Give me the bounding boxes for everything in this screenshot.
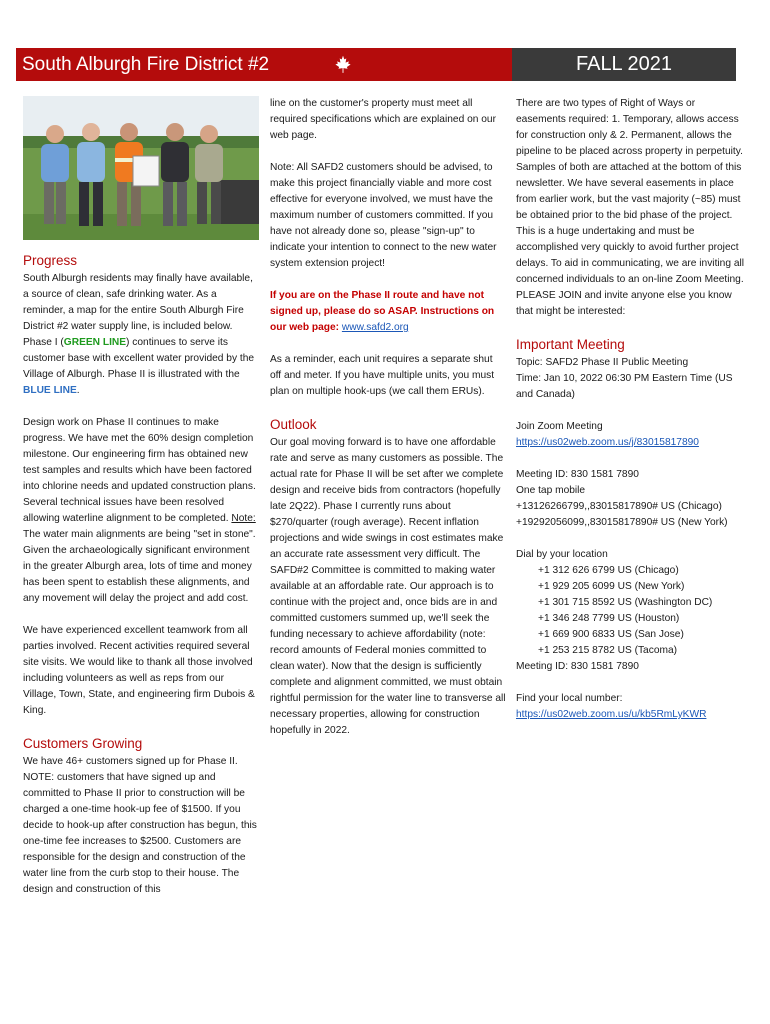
newsletter-title: South Alburgh Fire District #2 bbox=[22, 54, 270, 75]
tap-number-1: +13126266799,,83015817890# US (Chicago) bbox=[516, 501, 722, 512]
blue-line-label: BLUE LINE bbox=[23, 385, 77, 396]
zoom-join-link[interactable]: https://us02web.zoom.us/j/83015817890 bbox=[516, 437, 699, 448]
progress-paragraph-1: South Alburgh residents may finally have available, a source of clean, safe drinking water. As a reminder, a map for the entire South Alburgh Fire District #2 water supply line, is included below. Phase I (GREEN LINE) continues to serve its customer base with excellent water provided by the Village of Alburgh. Phase II is illustrated with the BLUE LINE. bbox=[23, 273, 255, 396]
dial-number: +1 929 205 6099 US (New York) bbox=[538, 581, 685, 592]
dial-number: +1 346 248 7799 US (Houston) bbox=[538, 613, 680, 624]
local-number-label: Find your local number: bbox=[516, 693, 623, 704]
dial-number: +1 253 215 8782 US (Tacoma) bbox=[538, 645, 678, 656]
customers-paragraph: We have 46+ customers signed up for Phase II. NOTE: customers that have signed up and committed to Phase II prior to construction will be charged a one-time hook-up fee of $1500. If you decide to hook-up after construction has begun, this one-time fee increases to $2500. Customers are responsible for the design and construction of the water line from the curb stop to their house. The design and construction of this bbox=[23, 756, 257, 895]
column-left bbox=[23, 96, 259, 914]
maple-leaf-icon bbox=[332, 53, 354, 75]
requirements-paragraph: line on the customer's property must meet all required specifications which are explained on our web page. bbox=[270, 98, 496, 141]
dial-number: +1 312 626 6799 US (Chicago) bbox=[538, 565, 679, 576]
meeting-id: Meeting ID: 830 1581 7890 bbox=[516, 469, 639, 480]
tap-number-2: +19292056099,,83015817890# US (New York) bbox=[516, 517, 728, 528]
meeting-heading: Important Meeting bbox=[516, 337, 625, 352]
newsletter-header bbox=[16, 48, 736, 81]
outlook-paragraph: Our goal moving forward is to have one affordable rate and serve as many customers as possible. The actual rate for Phase II will be set after we complete design and receive bids from contractors (hopefully late 2Q22). Phase I currently runs about $270/quarter (rough average). Recent inflation projections and wide swings in cost estimates make an accurate rate assessment very difficult. The SAFD#2 Committee is committed to making water available at an affordable rate. Our approach is to continue with the project and, once bids are in and committed customers summed up, we'll seek the funding necessary to achieve affordability (note: record amounts of Federal monies committed to clean water). Now that the design is sufficiently complete and alignment committed, we must obtain rightful permission for the water line to transverse all necessary properties, allowing for construction hopefully in 2022. bbox=[270, 437, 506, 736]
signup-note-paragraph: Note: All SAFD2 customers should be advised, to make this project financially viable and more cost effective for everyone involved, we must have the maximum number of customers committed. If you have not already done so, please "sign-up" to indicate your intention to connect to the new water system extension project! bbox=[270, 162, 497, 269]
group-photo-icon bbox=[23, 96, 259, 240]
meeting-topic: Topic: SAFD2 Phase II Public Meeting bbox=[516, 357, 689, 368]
easements-paragraph: There are two types of Right of Ways or easements required: 1. Temporary, allows access for construction only & 2. Permanent, allows the pipeline to be placed across property in perpetuity. Samples of both are attached at the bottom of this newsletter. We have several easements in place from earlier work, but the vast majority (~85) must be obtained prior to the bid phase of the project. This is a huge undertaking and must be accomplished very quickly to avoid further project delays. To aid in communicating, we are inviting all concerned individuals to an on-line Zoom Meeting. PLEASE JOIN and invite anyone else you know that might be interested: bbox=[516, 98, 745, 317]
dial-number: +1 301 715 8592 US (Washington DC) bbox=[538, 597, 713, 608]
dial-label: Dial by your location bbox=[516, 549, 608, 560]
meeting-time: Time: Jan 10, 2022 06:30 PM Eastern Time (US and Canada) bbox=[516, 373, 733, 400]
progress-heading: Progress bbox=[23, 253, 78, 268]
column-right bbox=[516, 96, 746, 723]
green-line-label: GREEN LINE bbox=[63, 337, 127, 348]
safd2-website-link[interactable]: www.safd2.org bbox=[341, 322, 409, 333]
meter-paragraph: As a reminder, each unit requires a separate shut off and meter. If you have multiple units, you must plan on multiple hook-ups (we call them ERUs). bbox=[270, 354, 495, 397]
meeting-id-2: Meeting ID: 830 1581 7890 bbox=[516, 661, 639, 672]
column-middle bbox=[270, 96, 506, 755]
join-label: Join Zoom Meeting bbox=[516, 421, 603, 432]
signup-urgent-paragraph: If you are on the Phase II route and have not signed up, please do so ASAP. Instructions on our web page: www.safd2.org bbox=[270, 290, 495, 333]
header-title-bar bbox=[16, 48, 512, 81]
season-label: FALL 2021 bbox=[512, 48, 736, 81]
dial-number: +1 669 900 6833 US (San Jose) bbox=[538, 629, 684, 640]
zoom-local-number-link[interactable]: https://us02web.zoom.us/u/kb5RmLyKWR bbox=[516, 709, 707, 720]
progress-paragraph-2: Design work on Phase II continues to make progress. We have met the 60% design completion milestone. Our engineering firm has obtained new test samples and results which have been factored into chlorine needs and updated construction plans. Several technical issues have been resolved allowing waterline alignment to be completed. Note: The water main alignments are being "set in stone". Given the archaeologically significant environment in the greater Alburgh area, lots of time and money has been spent to establish these alignments, and any movement will delay the project and add cost. bbox=[23, 417, 256, 604]
outlook-heading: Outlook bbox=[270, 417, 317, 432]
tap-label: One tap mobile bbox=[516, 485, 586, 496]
customers-heading: Customers Growing bbox=[23, 736, 143, 751]
progress-paragraph-3: We have experienced excellent teamwork from all parties involved. Recent activities required several site visits. We would like to thank all those involved including volunteers as well as reps from our Village, Town, State, and engineering firm Dubois & King. bbox=[23, 625, 255, 716]
